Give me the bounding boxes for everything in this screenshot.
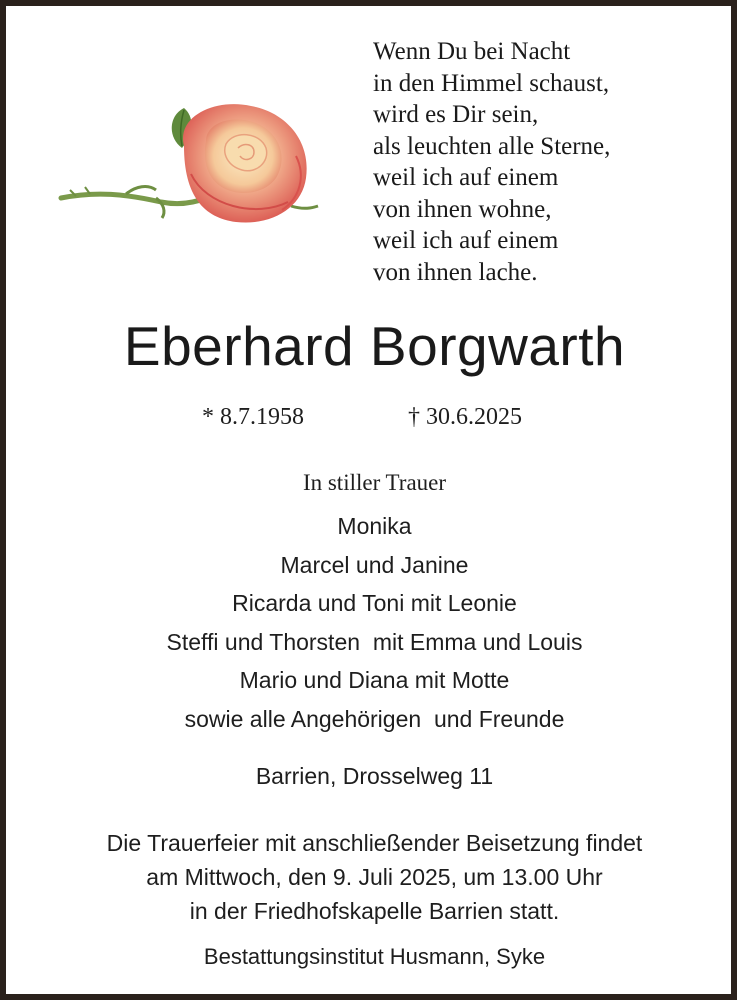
birth-date: * 8.7.1958 [202,404,304,430]
mourner-line: Monika [337,513,412,539]
poem-line: Wenn Du bei Nacht [373,38,571,65]
address-town: Barrien [255,763,330,789]
mourners-list [6,507,737,739]
address-street: , Drosselweg 11 [329,763,494,789]
mourner-line: Marcel und Janine [280,551,469,578]
deceased-name: Eberhard Borgwarth [123,315,626,377]
death-date: † 30.6.2025 [408,404,522,430]
poem-line: als leuchten alle Sterne, [373,132,611,160]
ceremony-line: in der Friedhofskapelle Barrien statt. [189,898,560,924]
mourner-line: sowie alle Angehörigen und Freunde [184,705,565,732]
poem-line: weil ich auf einem [373,164,559,191]
poem-line: von ihnen lache. [373,258,538,286]
mourner-line: Mario und Diana mit Motte [239,667,510,694]
funeral-home: Bestattungsinstitut Husmann, Syke [203,944,546,969]
ceremony-info [6,826,737,928]
poem-line: wird es Dir sein, [373,101,539,128]
poem-line: in den Himmel schaust, [373,69,610,97]
mourner-line: Ricarda und Toni mit Leonie [232,590,517,617]
ceremony-line: am Mittwoch, den 9. Juli 2025, um 13.00 Uhr [146,864,603,890]
mourning-intro: In stiller Trauer [302,470,447,495]
poem-line: weil ich auf einem [373,227,559,254]
rose-image [56,86,326,236]
address [6,763,737,790]
poem [373,36,610,288]
mourner-line: Steffi und Thorsten mit Emma und Louis [166,628,583,655]
ceremony-line: Die Trauerfeier mit anschließender Beisetzung findet [106,830,643,856]
poem-line: von ihnen wohne, [373,195,552,223]
